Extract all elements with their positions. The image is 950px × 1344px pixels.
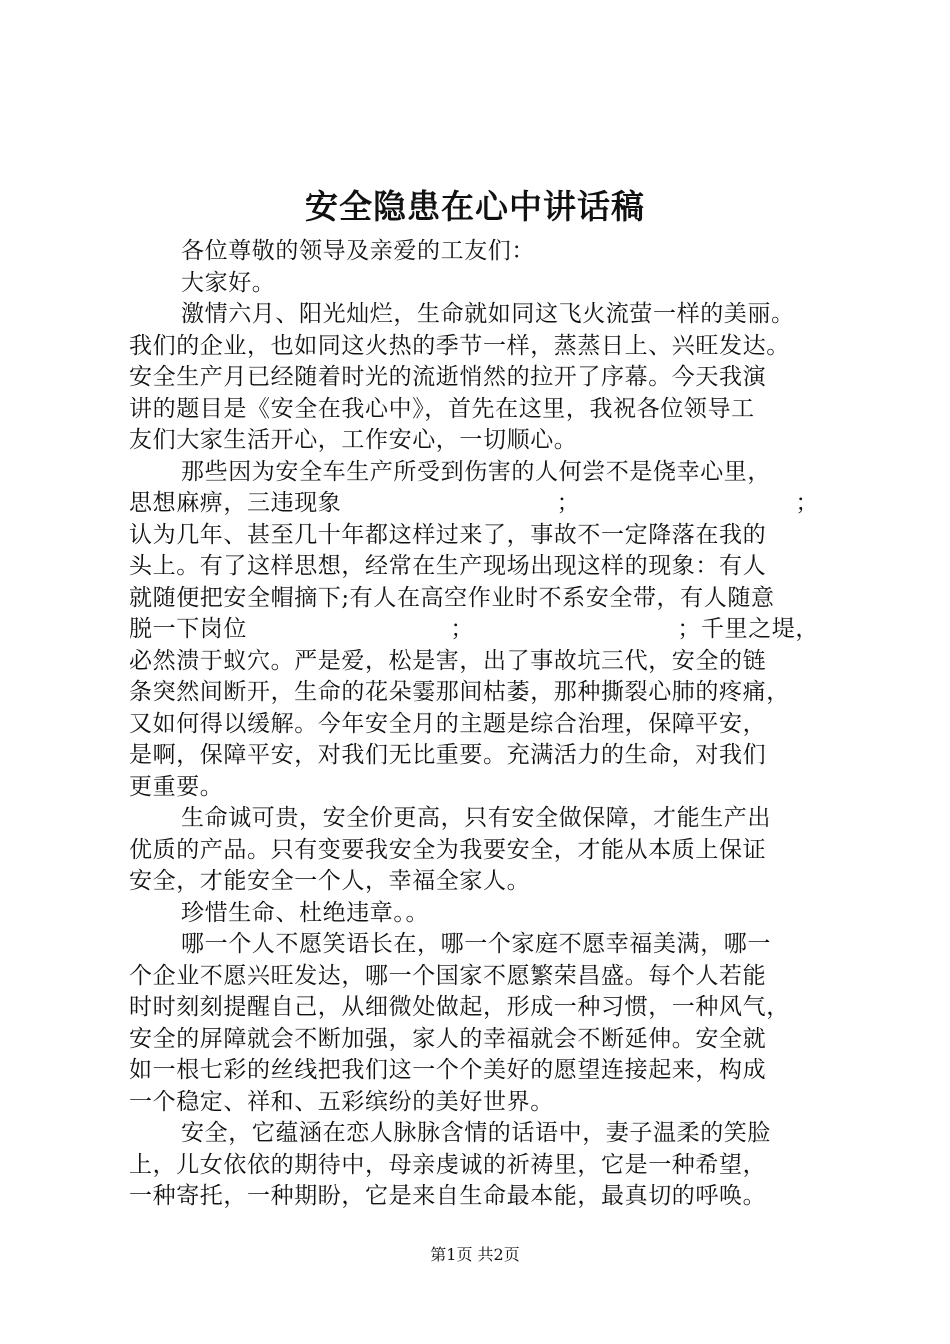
text-line: 认为几年、甚至几十年都这样过来了，事故不一定降落在我的: [129, 521, 767, 548]
text-line: 我们的企业，也如同这火热的季节一样，蒸蒸日上、兴旺发达。: [129, 332, 790, 359]
text-line: 又如何得以缓解。今年安全月的主题是综合治理，保障平安，: [129, 710, 767, 737]
text-line: 那些因为安全车生产所受到伤害的人何尝不是侥幸心里，: [181, 458, 771, 485]
document-title: 安全隐患在心中讲话稿: [305, 187, 645, 226]
text-line: 优质的产品。只有变要我安全为我要安全，才能从本质上保证: [129, 836, 767, 863]
text-line: 更重要。: [129, 773, 224, 800]
text-line: 生命诚可贵，安全价更高，只有安全做保障，才能生产出: [181, 805, 771, 831]
text-line: 就随便把安全帽摘下;有人在高空作业时不系安全带，有人随意: [129, 584, 775, 611]
text-line: 友们大家生活开心，工作安心，一切顺心。: [129, 427, 578, 453]
text-line: 必然溃于蚁穴。严是爱，松是害，出了事故坑三代，安全的链: [129, 647, 767, 674]
text-line: 安全的屏障就会不断加强，家人的幸福就会不断延伸。安全就: [129, 1025, 767, 1052]
text-line: 安全生产月已经随着时光的流逝悄然的拉开了序幕。今天我演: [129, 364, 767, 390]
text-line: 一种寄托，一种期盼，它是来自生命最本能，最真切的呼唤。: [129, 1183, 767, 1209]
text-line-justified: [129, 488, 819, 520]
text-line: 时时刻刻提醒自己，从细微处做起，形成一种习惯，一种风气，: [129, 994, 790, 1020]
text-line: 安全，它蕴涵在恋人脉脉含情的话语中，妻子温柔的笑脸: [181, 1120, 771, 1146]
text-line: 珍惜生命、杜绝违章。。: [181, 899, 430, 926]
text-segment: ；: [795, 490, 819, 516]
text-line: 讲的题目是《安全在我心中》，首先在这里，我祝各位领导工: [129, 395, 755, 422]
page-footer: 第1页 共2页: [430, 1245, 520, 1264]
text-line: 安全，才能安全一个人，幸福全家人。: [129, 868, 531, 894]
text-segment: 脱一下岗位: [129, 616, 247, 642]
text-line: 上，儿女依依的期待中，母亲虔诚的祈祷里，它是一种希望，: [129, 1151, 767, 1178]
text-line: 哪一个人不愿笑语长在，哪一个家庭不愿幸福美满，哪一: [181, 931, 771, 957]
text-line: 条突然间断开，生命的花朵霎那间枯萎，那种撕裂心肺的疼痛，: [129, 679, 790, 705]
text-segment: ；: [450, 616, 474, 642]
text-line: 如一根七彩的丝线把我们这一个个美好的愿望连接起来，构成: [129, 1057, 767, 1083]
greeting-line: 各位尊敬的领导及亲爱的工友们：: [181, 238, 535, 264]
text-segment: 思想麻痹，三违现象: [129, 490, 342, 516]
text-segment: ；千里之堤，: [677, 616, 819, 642]
text-line: 个企业不愿兴旺发达，哪一个国家不愿繁荣昌盛。每个人若能: [129, 962, 767, 989]
text-line: 激情六月、阳光灿烂，生命就如同这飞火流萤一样的美丽。: [181, 301, 795, 327]
document-body: [129, 236, 857, 1213]
text-line: 头上。有了这样思想，经常在生产现场出现这样的现象：有人: [129, 553, 767, 579]
text-line: 一个稳定、祥和、五彩缤纷的美好世界。: [129, 1088, 554, 1115]
text-line: 大家好。: [181, 269, 276, 296]
text-line: 是啊，保障平安，对我们无比重要。充满活力的生命，对我们: [129, 742, 767, 768]
text-segment: ；: [556, 490, 581, 516]
text-line-justified: [129, 614, 819, 646]
